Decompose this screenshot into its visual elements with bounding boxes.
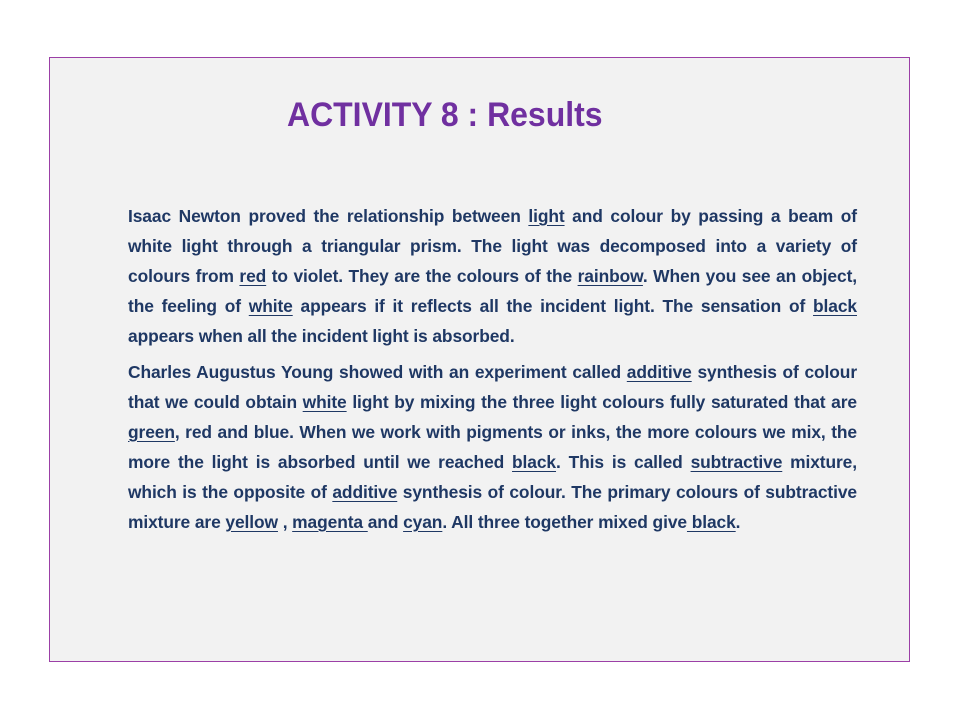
p2-text-8: , [277, 512, 293, 532]
answer-light: light [528, 206, 565, 226]
slide-title: ACTIVITY 8 : Results [287, 96, 603, 134]
p1-text-6: appears when all the incident light is absorbed. [128, 326, 515, 346]
answer-green: green [128, 422, 175, 442]
p1-text-5: appears if it reflects all the incident light. The sensation of [292, 296, 814, 316]
answer-additive-2: additive [332, 482, 398, 502]
p2-text-3: light by mixing the three light colours fully saturated that are [346, 392, 857, 412]
p2-text-2: synthesis of colour that we could obtain [128, 362, 858, 412]
answer-cyan: cyan [403, 512, 443, 532]
answer-black-3: black [686, 512, 736, 532]
answer-rainbow: rainbow [577, 266, 643, 286]
p1-text-4: . When you see an object, the feeling of [128, 266, 857, 316]
paragraph-young [128, 357, 857, 537]
p2-text-9: and [367, 512, 404, 532]
answer-white: white [248, 296, 293, 316]
answer-black: black [813, 296, 857, 316]
answer-additive: additive [626, 362, 692, 382]
p2-text-6: mixture, which is the opposite of [128, 452, 857, 502]
p2-text-5: . This is called [556, 452, 691, 472]
p1-text-2: and colour by passing a beam of white light through a triangular prism. The light was decomposed into a variety of colours from [128, 206, 857, 286]
paragraph-newton [128, 201, 857, 351]
p2-text-1: Charles Augustus Young showed with an experiment called [128, 362, 627, 382]
answer-yellow: yellow [225, 512, 278, 532]
p1-text-1: Isaac Newton proved the relationship between [128, 206, 529, 226]
p2-text-4: , red and blue. When we work with pigments or inks, the more colours we mix, the more the light is absorbed until we reached [128, 422, 857, 472]
slide-body [128, 201, 857, 543]
answer-subtractive: subtractive [690, 452, 783, 472]
slide-frame [49, 57, 910, 662]
answer-red: red [239, 266, 267, 286]
answer-magenta: magenta [292, 512, 368, 532]
answer-black-2: black [512, 452, 557, 472]
answer-white-2: white [302, 392, 347, 412]
p1-text-3: to violet. They are the colours of the [266, 266, 578, 286]
p2-text-10: . All three together mixed give [442, 512, 687, 532]
p2-text-7: synthesis of colour. The primary colours of subtractive mixture are [128, 482, 857, 532]
p2-text-11: . [735, 512, 741, 532]
